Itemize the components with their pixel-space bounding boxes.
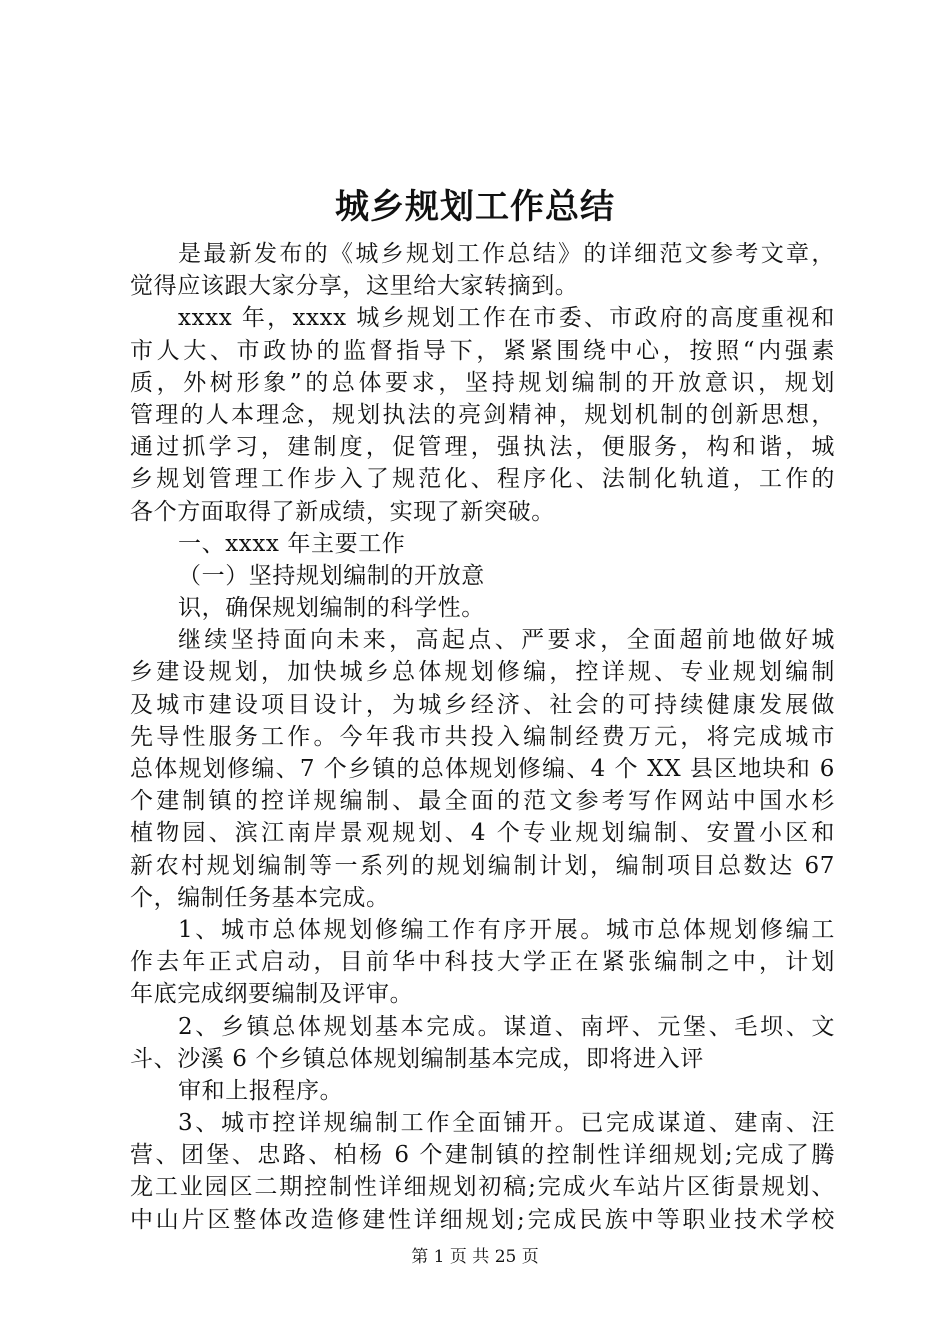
document-title: 城乡规划工作总结 bbox=[335, 187, 615, 227]
text-line: 龙工业园区二期控制性详细规划初稿;完成火车站片区街景规划、 bbox=[130, 1174, 835, 1201]
text-line: 个，编制任务基本完成。 bbox=[130, 884, 390, 911]
document-body bbox=[130, 238, 835, 1236]
text-line: 继续坚持面向未来，高起点、严要求，全面超前地做好城 bbox=[178, 627, 835, 654]
text-line: 营、团堡、忠路、柏杨 6 个建制镇的控制性详细规划;完成了腾 bbox=[130, 1142, 835, 1169]
text-line: 作去年正式启动，目前华中科技大学正在紧张编制之中，计划 bbox=[130, 949, 835, 976]
text-line: 乡规划管理工作步入了规范化、程序化、法制化轨道，工作的 bbox=[130, 466, 835, 493]
text-line: 个建制镇的控详规编制、最全面的范文参考写作网站中国水杉 bbox=[130, 788, 835, 815]
text-line: 1、城市总体规划修编工作有序开展。城市总体规划修编工 bbox=[178, 916, 835, 943]
text-line: 识，确保规划编制的科学性。 bbox=[178, 595, 485, 622]
text-line: 中山片区整体改造修建性详细规划;完成民族中等职业技术学校 bbox=[130, 1206, 835, 1233]
text-line: 市人大、市政协的监督指导下，紧紧围绕中心，按照“内强素 bbox=[130, 337, 835, 364]
text-line: 乡建设规划，加快城乡总体规划修编，控详规、专业规划编制 bbox=[130, 659, 835, 686]
page-footer: 第 1 页 共 25 页 bbox=[411, 1247, 539, 1267]
text-line: 及城市建设项目设计，为城乡经济、社会的可持续健康发展做 bbox=[130, 691, 835, 718]
text-line: 植物园、滨江南岸景观规划、4 个专业规划编制、安置小区和 bbox=[130, 820, 835, 847]
text-line: 质，外树形象”的总体要求，坚持规划编制的开放意识，规划 bbox=[130, 369, 835, 396]
text-line: 斗、沙溪 6 个乡镇总体规划编制基本完成，即将进入评 bbox=[130, 1045, 704, 1072]
text-line: 通过抓学习，建制度，促管理，强执法，便服务，构和谐，城 bbox=[130, 434, 835, 461]
text-line: 是最新发布的《城乡规划工作总结》的详细范文参考文章， bbox=[178, 241, 835, 267]
text-line: 2、乡镇总体规划基本完成。谋道、南坪、元堡、毛坝、文 bbox=[178, 1013, 835, 1040]
text-line: 3、城市控详规编制工作全面铺开。已完成谋道、建南、汪 bbox=[178, 1110, 835, 1137]
text-line: 先导性服务工作。今年我市共投入编制经费万元，将完成城市 bbox=[130, 723, 835, 750]
text-line: 管理的人本理念，规划执法的亮剑精神，规划机制的创新思想， bbox=[130, 401, 835, 428]
text-line: （一）坚持规划编制的开放意 bbox=[178, 562, 485, 589]
text-line: 年底完成纲要编制及评审。 bbox=[130, 981, 414, 1008]
text-line: xxxx 年，xxxx 城乡规划工作在市委、市政府的高度重视和 bbox=[178, 305, 835, 332]
text-line: 审和上报程序。 bbox=[178, 1077, 344, 1104]
text-line: 觉得应该跟大家分享，这里给大家转摘到。 bbox=[130, 273, 579, 300]
text-line: 总体规划修编、7 个乡镇的总体规划修编、4 个 XX 县区地块和 6 bbox=[130, 756, 835, 782]
text-line: 各个方面取得了新成绩，实现了新突破。 bbox=[130, 498, 555, 525]
text-line: 新农村规划编制等一系列的规划编制计划，编制项目总数达 67 bbox=[130, 852, 835, 879]
text-line: 一、xxxx 年主要工作 bbox=[178, 530, 406, 557]
